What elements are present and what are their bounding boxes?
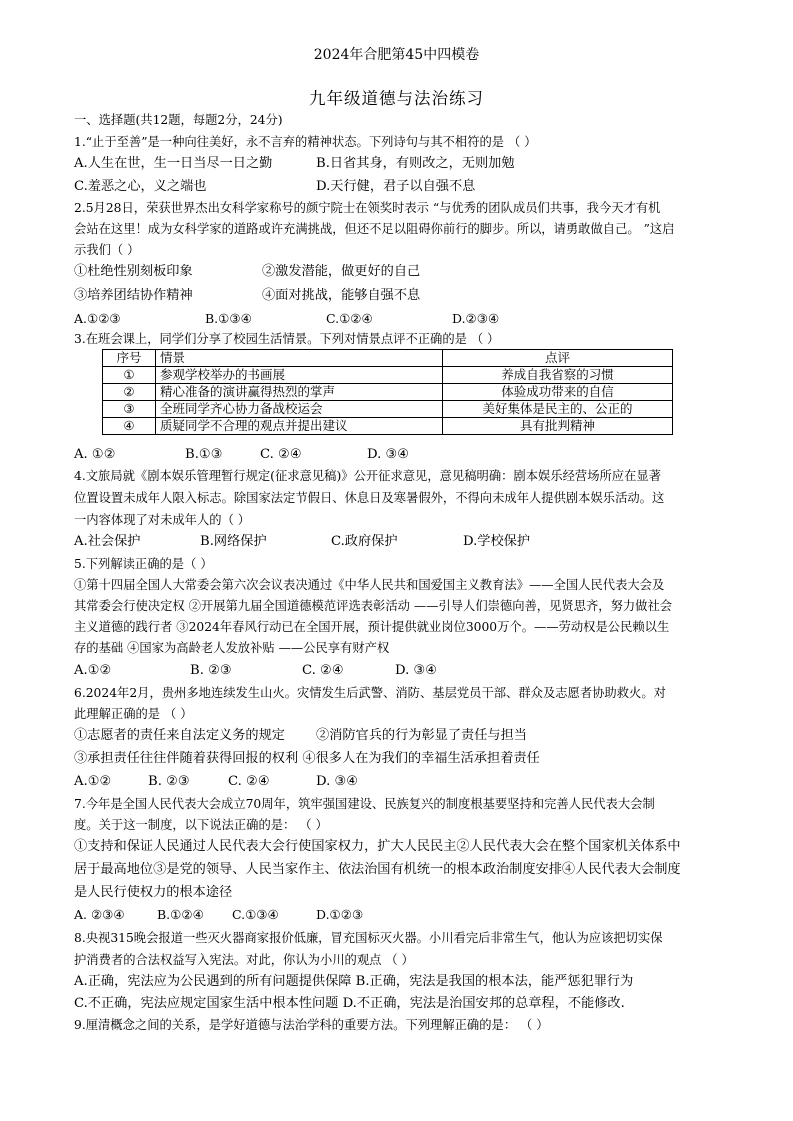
question-2-line-3: 示我们（ ） <box>74 243 140 257</box>
table-cell: 精心准备的演讲赢得热烈的掌声 <box>156 384 443 401</box>
question-6-option-a: A.①② <box>74 774 112 789</box>
table-header-cell: 序号 <box>103 350 156 367</box>
question-9-stem: 9.厘清概念之间的关系，是学好道德与法治学科的重要方法。下列理解正确的是： （ ） <box>74 1018 549 1032</box>
question-5-option-a: A.①② <box>74 663 112 678</box>
question-6-statement-1: ①志愿者的责任来自法定义务的规定 <box>74 728 285 743</box>
table-cell: ④ <box>103 418 156 435</box>
question-4-option-b: B.网络保护 <box>200 534 267 549</box>
table-cell: 具有批判精神 <box>443 418 673 435</box>
question-5-line-2: 其常委会行使决定权 ②开展第九届全国道德模范评选表彰活动 ——引导人们崇德向善，见贤思齐，努力做社会 <box>74 599 673 613</box>
question-2-statement-2: ②激发潜能，做更好的自己 <box>262 264 421 279</box>
question-4-line-3: 一内容体现了对未成年人的（ ） <box>74 513 251 527</box>
question-4-option-d: D.学校保护 <box>463 534 531 549</box>
question-3-option-d: D. ③④ <box>367 447 410 462</box>
question-5-line-3: 主义道德的践行者 ③2024年春风行动已在全国开展，预计提供就业岗位3000万个。——劳动权是公民赖以生 <box>74 620 670 634</box>
question-5-line-4: 存的基础 ④国家为高龄老人发放补贴 ——公民享有财产权 <box>74 641 390 655</box>
scenario-table <box>102 349 673 435</box>
question-2-line-1: 2.5月28日，荣获世界杰出女科学家称号的颜宁院士在领奖时表示 “与优秀的团队成员们共事，我今天才有机 <box>74 201 661 215</box>
question-8-line-1: 8.央视315晚会报道一些灭火器商家报价低廉，冒充国标灭火器。小川看完后非常生气，他认为应该把切实保 <box>74 931 663 945</box>
question-2-statement-1: ①杜绝性别刻板印象 <box>74 264 193 279</box>
question-7-option-b: B.①②④ <box>157 907 204 922</box>
table-cell: 质疑同学不合理的观点并提出建议 <box>156 418 443 435</box>
question-1-option-d: D.天行健，君子以自强不息 <box>316 179 476 194</box>
question-4-line-2: 位置设置未成年人限入标志。除国家法定节假日、休息日及寒暑假外，不得向未成年人提供剧本娱乐活动。这 <box>74 491 665 505</box>
question-7-option-a: A. ②③④ <box>74 907 125 922</box>
table-row <box>103 401 673 418</box>
question-5-option-b: B. ②③ <box>190 663 232 678</box>
question-6-option-b: B. ②③ <box>148 774 190 789</box>
question-7-line-4: 居于最高地位③是党的领导、人民当家作主、依法治国有机统一的根本政治制度安排④人民代表大会制度 <box>74 862 681 877</box>
question-6-statement-2: ②消防官兵的行为彰显了责任与担当 <box>316 728 527 743</box>
question-1-option-a: A.人生在世，生一日当尽一日之勤 <box>74 156 273 171</box>
question-3-option-c: C. ②④ <box>260 447 302 462</box>
question-2-option-b: B.①③④ <box>205 311 252 326</box>
question-5-line-1: ①第十四届全国人大常委会第六次会议表决通过《中华人民共和国爱国主义教育法》——全国人民代表大会及 <box>74 578 665 592</box>
table-cell: 参观学校举办的书画展 <box>156 367 443 384</box>
question-2-statement-3: ③培养团结协作精神 <box>74 288 193 303</box>
question-6-statements-3-4: ③承担责任往往伴随着获得回报的权利 ④很多人在为我们的幸福生活承担着责任 <box>74 751 540 766</box>
question-2-option-c: C.①②④ <box>326 311 373 326</box>
question-7-line-3: ①支持和保证人民通过人民代表大会行使国家权力，扩大人民民主②人民代表大会在整个国家机关体系中 <box>74 839 681 854</box>
question-8-line-2: 护消费者的合法权益写入宪法。对此，你认为小川的观点 （ ） <box>74 953 414 967</box>
question-8-options-a-b: A.正确，宪法应为公民遇到的所有问题提供保障 B.正确，宪法是我国的根本法，能严惩犯罪行为 <box>74 974 634 989</box>
question-1-option-b: B.日省其身，有则改之，无则加勉 <box>316 156 515 171</box>
question-2-option-a: A.①②③ <box>74 311 121 326</box>
question-7-line-1: 7.今年是全国人民代表大会成立70周年，筑牢强国建设、民族复兴的制度根基要坚持和完善人民代表大会制 <box>74 797 655 811</box>
question-1-stem: 1.“止于至善”是一种向往美好，永不言弃的精神状态。下列诗句与其不相符的是 （ ） <box>74 135 537 149</box>
table-cell: ③ <box>103 401 156 418</box>
exam-subtitle: 九年级道德与法治练习 <box>309 89 484 108</box>
table-cell: ① <box>103 367 156 384</box>
question-6-line-2: 此理解正确的是 （ ） <box>74 707 193 721</box>
table-cell: 美好集体是民主的、公正的 <box>443 401 673 418</box>
table-header-cell: 情景 <box>156 350 443 367</box>
question-3-option-a: A. ①② <box>74 447 116 462</box>
question-7-line-5: 是人民行使权力的根本途径 <box>74 885 233 900</box>
table-row <box>103 384 673 401</box>
table-cell: ② <box>103 384 156 401</box>
question-2-line-2: 会站在这里！成为女科学家的道路或许充满挑战，但还不足以阻碍你前行的脚步。所以，请勇敢做自己。 ”这启 <box>74 222 675 236</box>
question-6-option-c: C. ②④ <box>228 774 270 789</box>
question-5-option-d: D. ③④ <box>395 663 438 678</box>
table-header-row <box>103 350 673 367</box>
exam-title: 2024年合肥第45中四模卷 <box>313 47 480 63</box>
question-6-option-d: D. ③④ <box>316 774 359 789</box>
question-1-option-c: C.羞恶之心，义之端也 <box>74 179 207 194</box>
question-5-option-c: C. ②④ <box>302 663 344 678</box>
question-3-option-b: B.①③ <box>185 447 223 462</box>
question-8-options-c-d: C.不正确，宪法应规定国家生活中根本性问题 D.不正确，宪法是治国安邦的总章程，不能修改. <box>74 996 625 1011</box>
question-4-line-1: 4.文旅局就《剧本娱乐管理暂行规定(征求意见稿)》公开征求意见，意见稿明确：剧本娱乐经营场所应在显著 <box>74 469 661 483</box>
question-7-option-d: D.①②③ <box>316 907 364 922</box>
table-header-cell: 点评 <box>443 350 673 367</box>
section-heading: 一、选择题(共12题，每题2分，24分) <box>74 113 283 127</box>
question-7-option-c: C.①③④ <box>232 907 279 922</box>
table-cell: 体验成功带来的自信 <box>443 384 673 401</box>
question-2-statement-4: ④面对挑战，能够自强不息 <box>262 288 421 303</box>
table-cell: 养成自我省察的习惯 <box>443 367 673 384</box>
table-row <box>103 418 673 435</box>
question-5-stem: 5.下列解读正确的是（ ） <box>74 557 213 571</box>
table-row <box>103 367 673 384</box>
question-3-stem: 3.在班会课上，同学们分享了校园生活情景。下列对情景点评不正确的是 （ ） <box>74 332 500 346</box>
table-cell: 全班同学齐心协力备战校运会 <box>156 401 443 418</box>
question-2-option-d: D.②③④ <box>452 311 500 326</box>
question-7-line-2: 度。关于这一制度，以下说法正确的是： （ ） <box>74 818 328 832</box>
question-6-line-1: 6.2024年2月，贵州多地连续发生山火。灾情发生后武警、消防、基层党员干部、群众及志愿者协助救火。对 <box>74 686 666 700</box>
question-4-option-a: A.社会保护 <box>74 534 141 549</box>
question-4-option-c: C.政府保护 <box>331 534 398 549</box>
